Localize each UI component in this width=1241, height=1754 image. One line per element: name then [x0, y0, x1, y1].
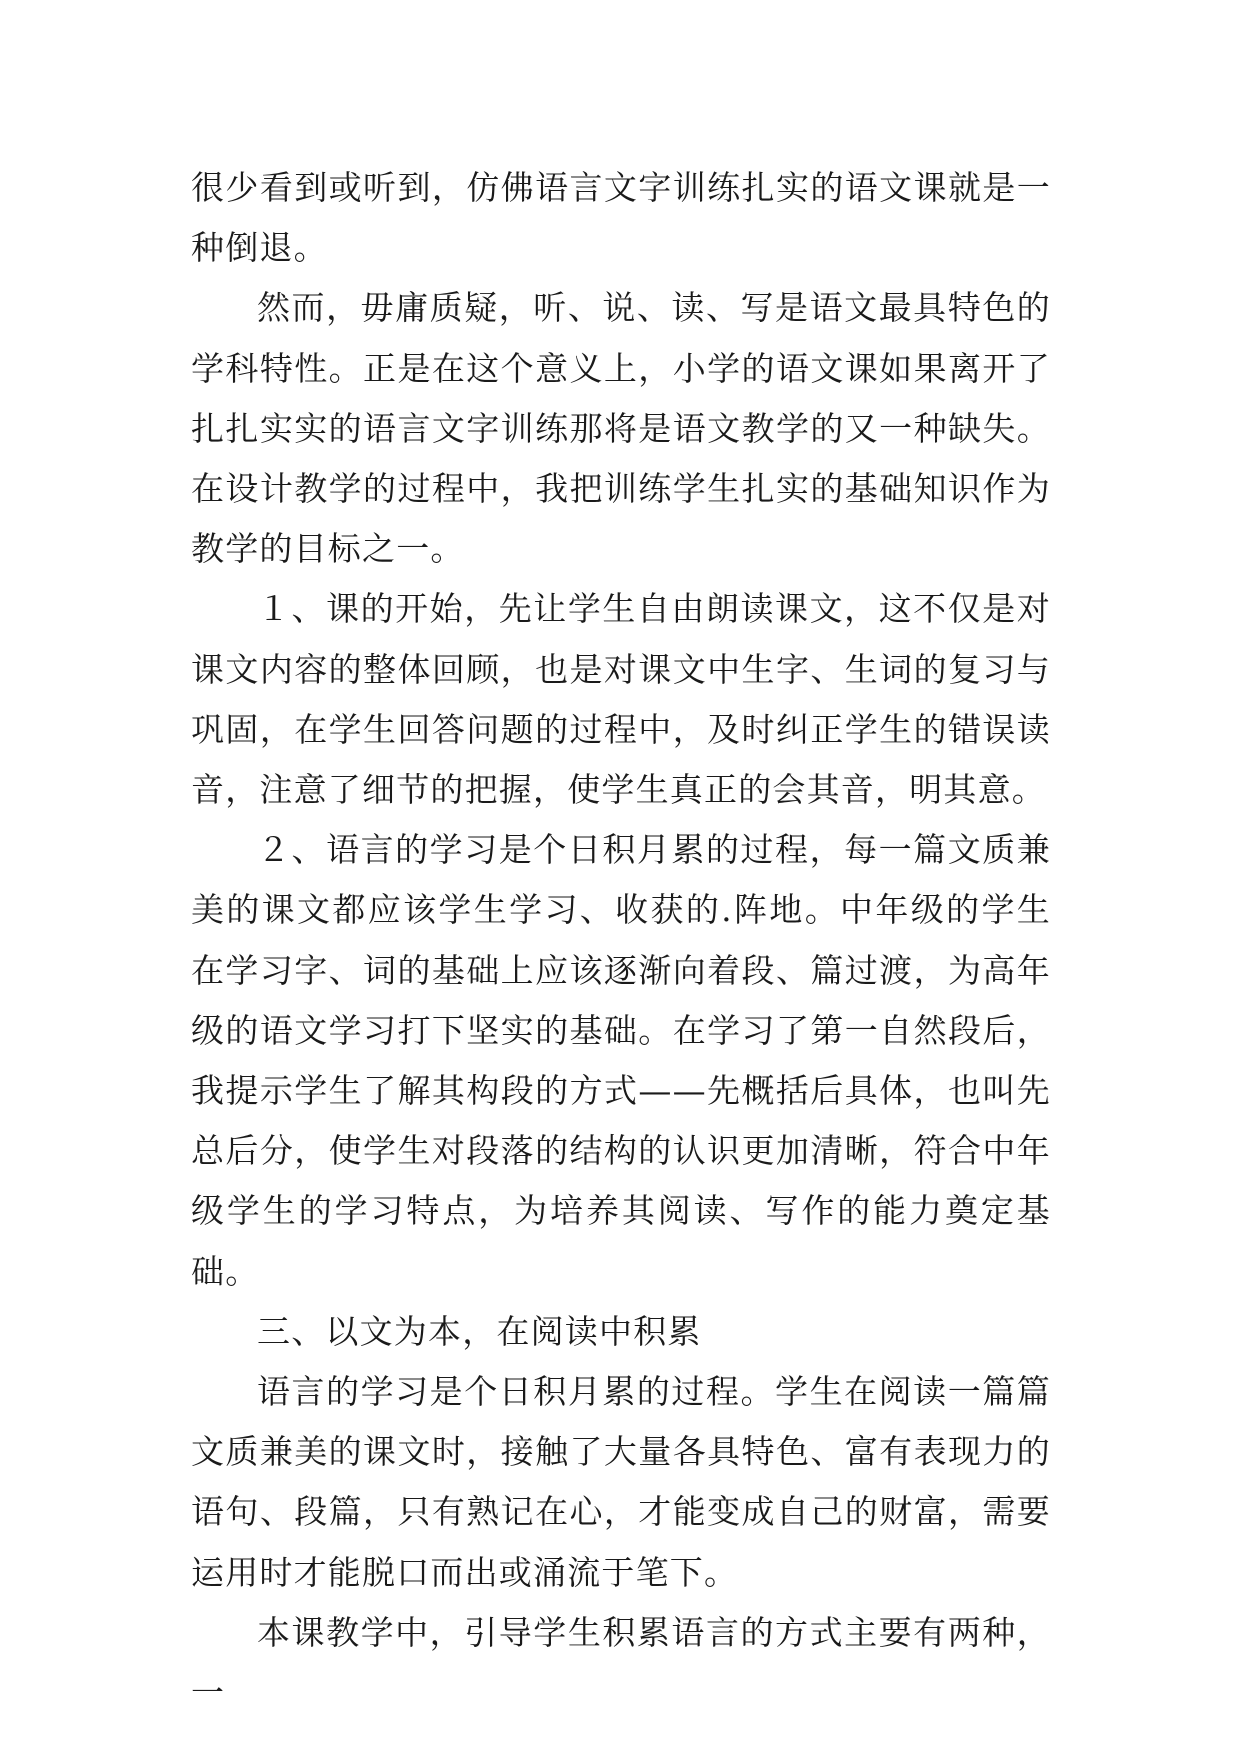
paragraph-1: 很少看到或听到，仿佛语言文字训练扎实的语文课就是一种倒退。 [191, 168, 1051, 268]
paragraph-6: 本课教学中，引导学生积累语言的方式主要有两种，一 [191, 1612, 1051, 1713]
paragraph-5: 语言的学习是个日积月累的过程。学生在阅读一篇篇文质兼美的课文时，接触了大量各具特色、富有表现力的语句、段篇，只有熟记在心，才能变成自己的财富，需要运用时才能脱口而出或涌流于笔下。 [191, 1372, 1051, 1592]
paragraph-2: 然而，毋庸质疑，听、说、读、写是语文最具特色的学科特性。正是在这个意义上，小学的语文课如果离开了扎扎实实的语言文字训练那将是语文教学的又一种缺失。在设计教学的过程中，我把训练学生扎实的基础知识作为教学的目标之一。 [191, 288, 1051, 569]
paragraph-4: ２、语言的学习是个日积月累的过程，每一篇文质兼美的课文都应该学生学习、收获的.阵地。中年级的学生在学习字、词的基础上应该逐渐向着段、篇过渡，为高年级的语文学习打下坚实的基础。在学习了第一自然段后，我提示学生了解其构段的方式——先概括后具体，也叫先总后分，使学生对段落的结构的认识更加清晰，符合中年级学生的学习特点，为培养其阅读、写作的能力奠定基础。 [191, 830, 1051, 1291]
section-heading: 三、以文为本，在阅读中积累 [257, 1311, 702, 1351]
document-body [191, 158, 1051, 1723]
paragraph-3: １、课的开始，先让学生自由朗读课文，这不仅是对课文内容的整体回顾，也是对课文中生字、生词的复习与巩固，在学生回答问题的过程中，及时纠正学生的错误读音，注意了细节的把握，使学生真正的会其音，明其意。 [191, 589, 1051, 810]
